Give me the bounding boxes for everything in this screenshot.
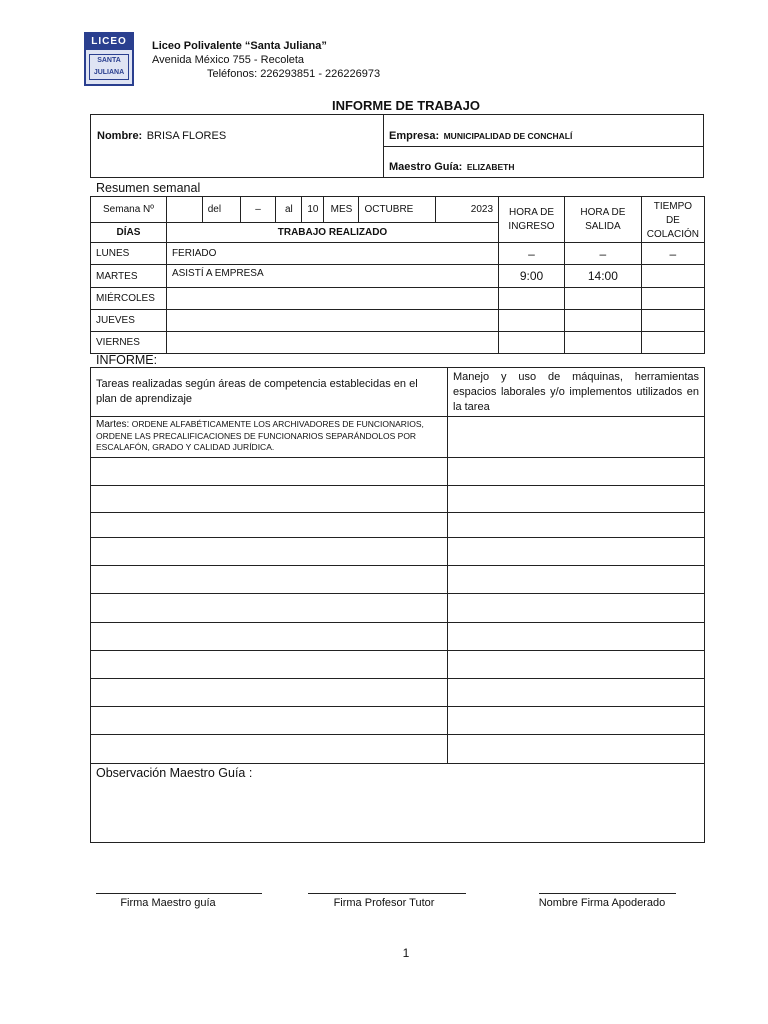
year-value: 2023 (436, 197, 499, 223)
row-line (91, 593, 704, 594)
col-work: TRABAJO REALIZADO (166, 223, 498, 243)
logo-text-top: LICEO (86, 34, 132, 50)
observation-label: Observación Maestro Guía : (96, 766, 253, 780)
to-label: al (276, 197, 302, 223)
task-entry (96, 419, 442, 454)
day-name: MARTES (91, 265, 167, 288)
row-line (91, 763, 704, 764)
task-entry-text: ORDENE ALFABÉTICAMENTE LOS ARCHIVADORES DE FUNCIONARIOS, ORDENE LAS PRECALIFICACIONES DE FUNCIONARIOS SEPARÁNDOLOS POR ESCALAFÓN, GRADO Y CALIDAD JURÍDICA. (96, 419, 424, 452)
row-line (91, 678, 704, 679)
signature-guardian: Nombre Firma Apoderado (538, 897, 666, 909)
day-name: MIÉRCOLES (91, 288, 167, 310)
day-entry (499, 332, 565, 354)
day-name: JUEVES (91, 310, 167, 332)
school-name: Liceo Polivalente “Santa Juliana” (152, 40, 327, 52)
from-label: del (202, 197, 240, 223)
signature-line-guide (96, 893, 262, 894)
report-box (90, 367, 705, 843)
school-address: Avenida México 755 - Recoleta (152, 54, 305, 66)
signature-tutor: Firma Profesor Tutor (333, 897, 435, 909)
signature-line-guardian (539, 893, 676, 894)
day-break (641, 265, 704, 288)
day-entry (499, 310, 565, 332)
day-break (641, 332, 704, 354)
day-exit (564, 332, 641, 354)
row-line (91, 537, 704, 538)
day-row (91, 243, 705, 265)
col-exit: HORA DE SALIDA (564, 197, 641, 243)
guide-value: ELIZABETH (466, 162, 515, 172)
day-work: FERIADO (166, 243, 498, 265)
col-days: DÍAS (91, 223, 167, 243)
day-exit: 14:00 (564, 265, 641, 288)
row-line (91, 457, 704, 458)
row-line (91, 622, 704, 623)
company-label: Empresa: (389, 130, 440, 142)
weekly-section-label: Resumen semanal (96, 181, 201, 195)
col-tasks-header: Tareas realizadas según áreas de competencia establecidas en el plan de aprendizaje (96, 378, 418, 405)
day-break (641, 310, 704, 332)
document-title: INFORME DE TRABAJO (331, 98, 481, 113)
day-break: – (641, 243, 704, 265)
week-value (166, 197, 202, 223)
info-divider-h (383, 146, 703, 147)
day-exit (564, 288, 641, 310)
report-section-label: INFORME: (96, 353, 158, 367)
to-value: 10 (302, 197, 324, 223)
school-logo (84, 32, 134, 86)
month-value: OCTUBRE (359, 197, 436, 223)
row-line (91, 416, 704, 417)
company-value: MUNICIPALIDAD DE CONCHALÍ (443, 131, 573, 141)
week-label: Semana Nº (91, 197, 167, 223)
signature-line-tutor (308, 893, 466, 894)
day-entry (499, 288, 565, 310)
day-break (641, 288, 704, 310)
task-entry-prefix: Martes: (96, 419, 130, 430)
row-line (91, 734, 704, 735)
page-number: 1 (402, 946, 410, 960)
day-work (166, 288, 498, 310)
day-name: LUNES (91, 243, 167, 265)
guide-label: Maestro Guía: (389, 161, 463, 173)
signature-guide: Firma Maestro guía (120, 897, 216, 909)
day-work (166, 332, 498, 354)
row-line (91, 512, 704, 513)
logo-text-bottom: SANTA JULIANA (89, 54, 129, 80)
weekly-table (90, 196, 705, 354)
guide-row (389, 157, 515, 175)
company-row (389, 126, 572, 144)
day-row (91, 288, 705, 310)
day-name: VIERNES (91, 332, 167, 354)
row-line (91, 485, 704, 486)
name-value: BRISA FLORES (146, 130, 227, 142)
day-entry: – (499, 243, 565, 265)
day-row (91, 265, 705, 288)
row-line (91, 650, 704, 651)
name-label: Nombre: (97, 130, 143, 142)
day-exit: – (564, 243, 641, 265)
student-info-box (90, 114, 704, 178)
day-row (91, 332, 705, 354)
from-value: – (240, 197, 276, 223)
school-phones: Teléfonos: 226293851 - 226226973 (207, 68, 381, 80)
name-row (97, 126, 226, 144)
day-work: ASISTÍ A EMPRESA (166, 265, 498, 288)
row-line (91, 565, 704, 566)
col-entry: HORA DE INGRESO (499, 197, 565, 243)
day-entry: 9:00 (499, 265, 565, 288)
col-break: TIEMPO DE COLACIÓN (641, 197, 704, 243)
col-machines-header: Manejo y uso de máquinas, herramientas espacios laborales y/o implementos utilizados en la tarea (453, 371, 699, 413)
row-line (91, 706, 704, 707)
day-work (166, 310, 498, 332)
day-exit (564, 310, 641, 332)
day-row (91, 310, 705, 332)
month-label: MES (324, 197, 359, 223)
